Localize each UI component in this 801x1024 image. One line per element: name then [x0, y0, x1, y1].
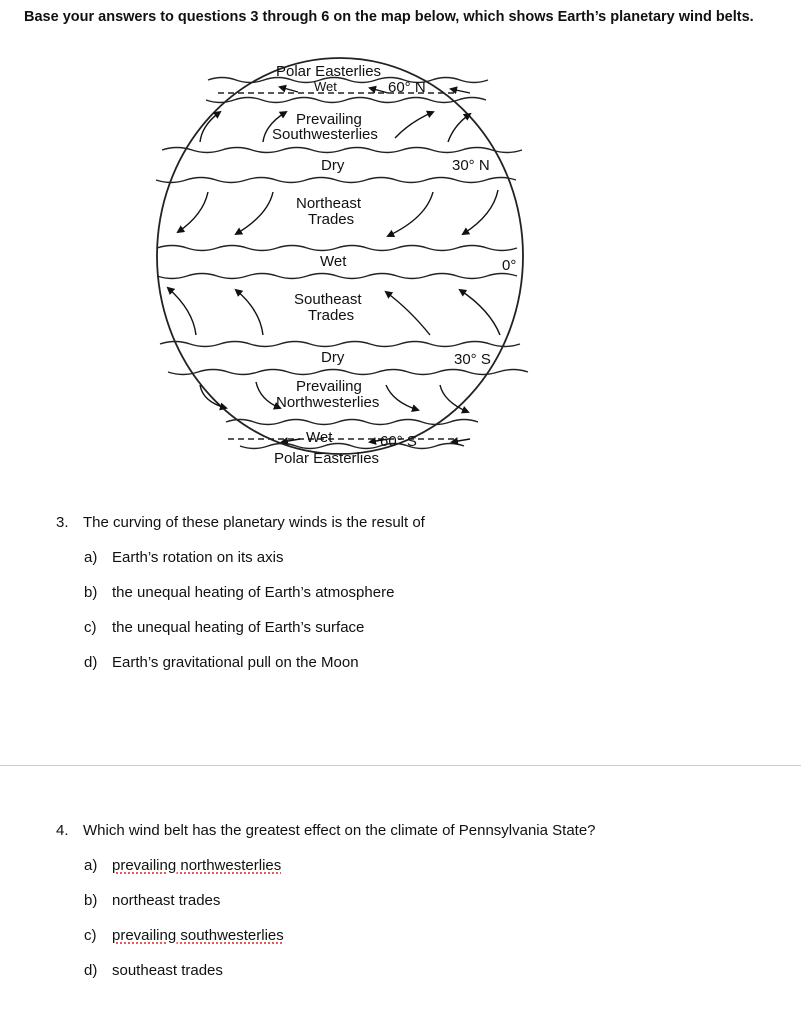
arrow-se-trade-3	[386, 292, 430, 335]
label-ne-trades-2: Trades	[308, 211, 355, 228]
label-30s: 30° S	[454, 351, 491, 368]
question-number: 4.	[56, 822, 69, 839]
band-line-eq-lower	[157, 274, 517, 279]
option-text: prevailing southwesterlies	[112, 927, 284, 944]
label-60s: 60° S	[380, 433, 417, 450]
arrow-polar-easterly-s-3	[452, 439, 470, 442]
option-letter: b)	[84, 584, 98, 601]
label-0: 0°	[502, 257, 517, 274]
label-30n: 30° N	[452, 157, 490, 174]
option-text: the unequal heating of Earth’s surface	[112, 619, 365, 636]
band-line-30n-lower	[156, 178, 516, 183]
arrow-se-trade-4	[460, 290, 500, 335]
option-text: Earth’s gravitational pull on the Moon	[112, 654, 359, 671]
arrow-se-trade-2	[236, 290, 263, 335]
arrow-polar-easterly-n-2	[370, 88, 388, 93]
label-se-trades-1: Southeast	[294, 291, 362, 308]
option-text: prevailing northwesterlies	[112, 857, 282, 874]
option-3d	[84, 654, 359, 671]
section-divider	[0, 765, 801, 766]
arrow-southwesterly-4	[448, 114, 470, 142]
option-4c	[84, 927, 284, 944]
option-letter: d)	[84, 654, 98, 671]
label-prevailing-nw-1: Prevailing	[296, 378, 362, 395]
label-polar-easterlies-n: Polar Easterlies	[276, 63, 382, 80]
label-wet-eq: Wet	[320, 253, 347, 270]
option-4d	[84, 962, 223, 979]
label-prevailing-sw-1: Prevailing	[296, 111, 362, 128]
option-4a	[84, 857, 281, 874]
option-letter: c)	[84, 619, 97, 636]
band-line-60n-lower	[206, 98, 486, 103]
label-polar-easterlies-s: Polar Easterlies	[274, 450, 380, 467]
arrow-se-trade-1	[168, 288, 196, 335]
option-letter: b)	[84, 892, 98, 909]
option-3a	[84, 549, 283, 566]
option-letter: c)	[84, 927, 97, 944]
question-number: 3.	[56, 514, 69, 531]
label-dry-s: Dry	[321, 349, 345, 366]
option-text: northeast trades	[112, 892, 221, 909]
label-dry-n: Dry	[321, 157, 345, 174]
option-text: southeast trades	[112, 962, 223, 979]
option-3c	[84, 619, 364, 636]
label-ne-trades-1: Northeast	[296, 195, 362, 212]
instructions: Base your answers to questions 3 through 6 on the map below, which shows Earth’s planetary wind belts.	[24, 9, 754, 25]
option-3b	[84, 584, 394, 601]
arrow-ne-trade-2	[236, 192, 273, 234]
band-line-30s-lower	[168, 370, 528, 375]
arrow-ne-trade-3	[388, 192, 433, 236]
band-line-30n-upper	[162, 148, 522, 153]
arrow-polar-easterly-n-1	[280, 87, 298, 92]
option-text: the unequal heating of Earth’s atmosphere	[112, 584, 395, 601]
option-4b	[84, 892, 220, 909]
arrow-ne-trade-4	[463, 190, 498, 234]
label-wet-s: Wet	[306, 429, 333, 446]
band-line-30s-upper	[160, 342, 520, 347]
label-prevailing-sw-2: Southwesterlies	[272, 126, 378, 143]
question-text: Which wind belt has the greatest effect on the climate of Pennsylvania State?	[83, 822, 596, 839]
arrow-ne-trade-1	[178, 192, 208, 232]
question-text: The curving of these planetary winds is the result of	[83, 514, 425, 531]
band-line-60s-lower	[240, 444, 464, 449]
arrow-northwesterly-3	[386, 385, 418, 410]
question-4	[56, 822, 596, 839]
option-letter: a)	[84, 857, 98, 874]
band-line-eq-upper	[157, 246, 517, 251]
arrow-southwesterly-3	[395, 112, 433, 138]
label-wet-n: Wet	[314, 79, 337, 94]
label-60n: 60° N	[388, 79, 426, 96]
planetary-wind-belts-map	[148, 50, 538, 475]
option-letter: a)	[84, 549, 98, 566]
label-se-trades-2: Trades	[308, 307, 355, 324]
option-text: Earth’s rotation on its axis	[112, 549, 284, 566]
question-3	[56, 514, 425, 531]
label-prevailing-nw-2: Northwesterlies	[276, 394, 380, 411]
option-letter: d)	[84, 962, 98, 979]
arrow-northwesterly-4	[440, 385, 468, 412]
